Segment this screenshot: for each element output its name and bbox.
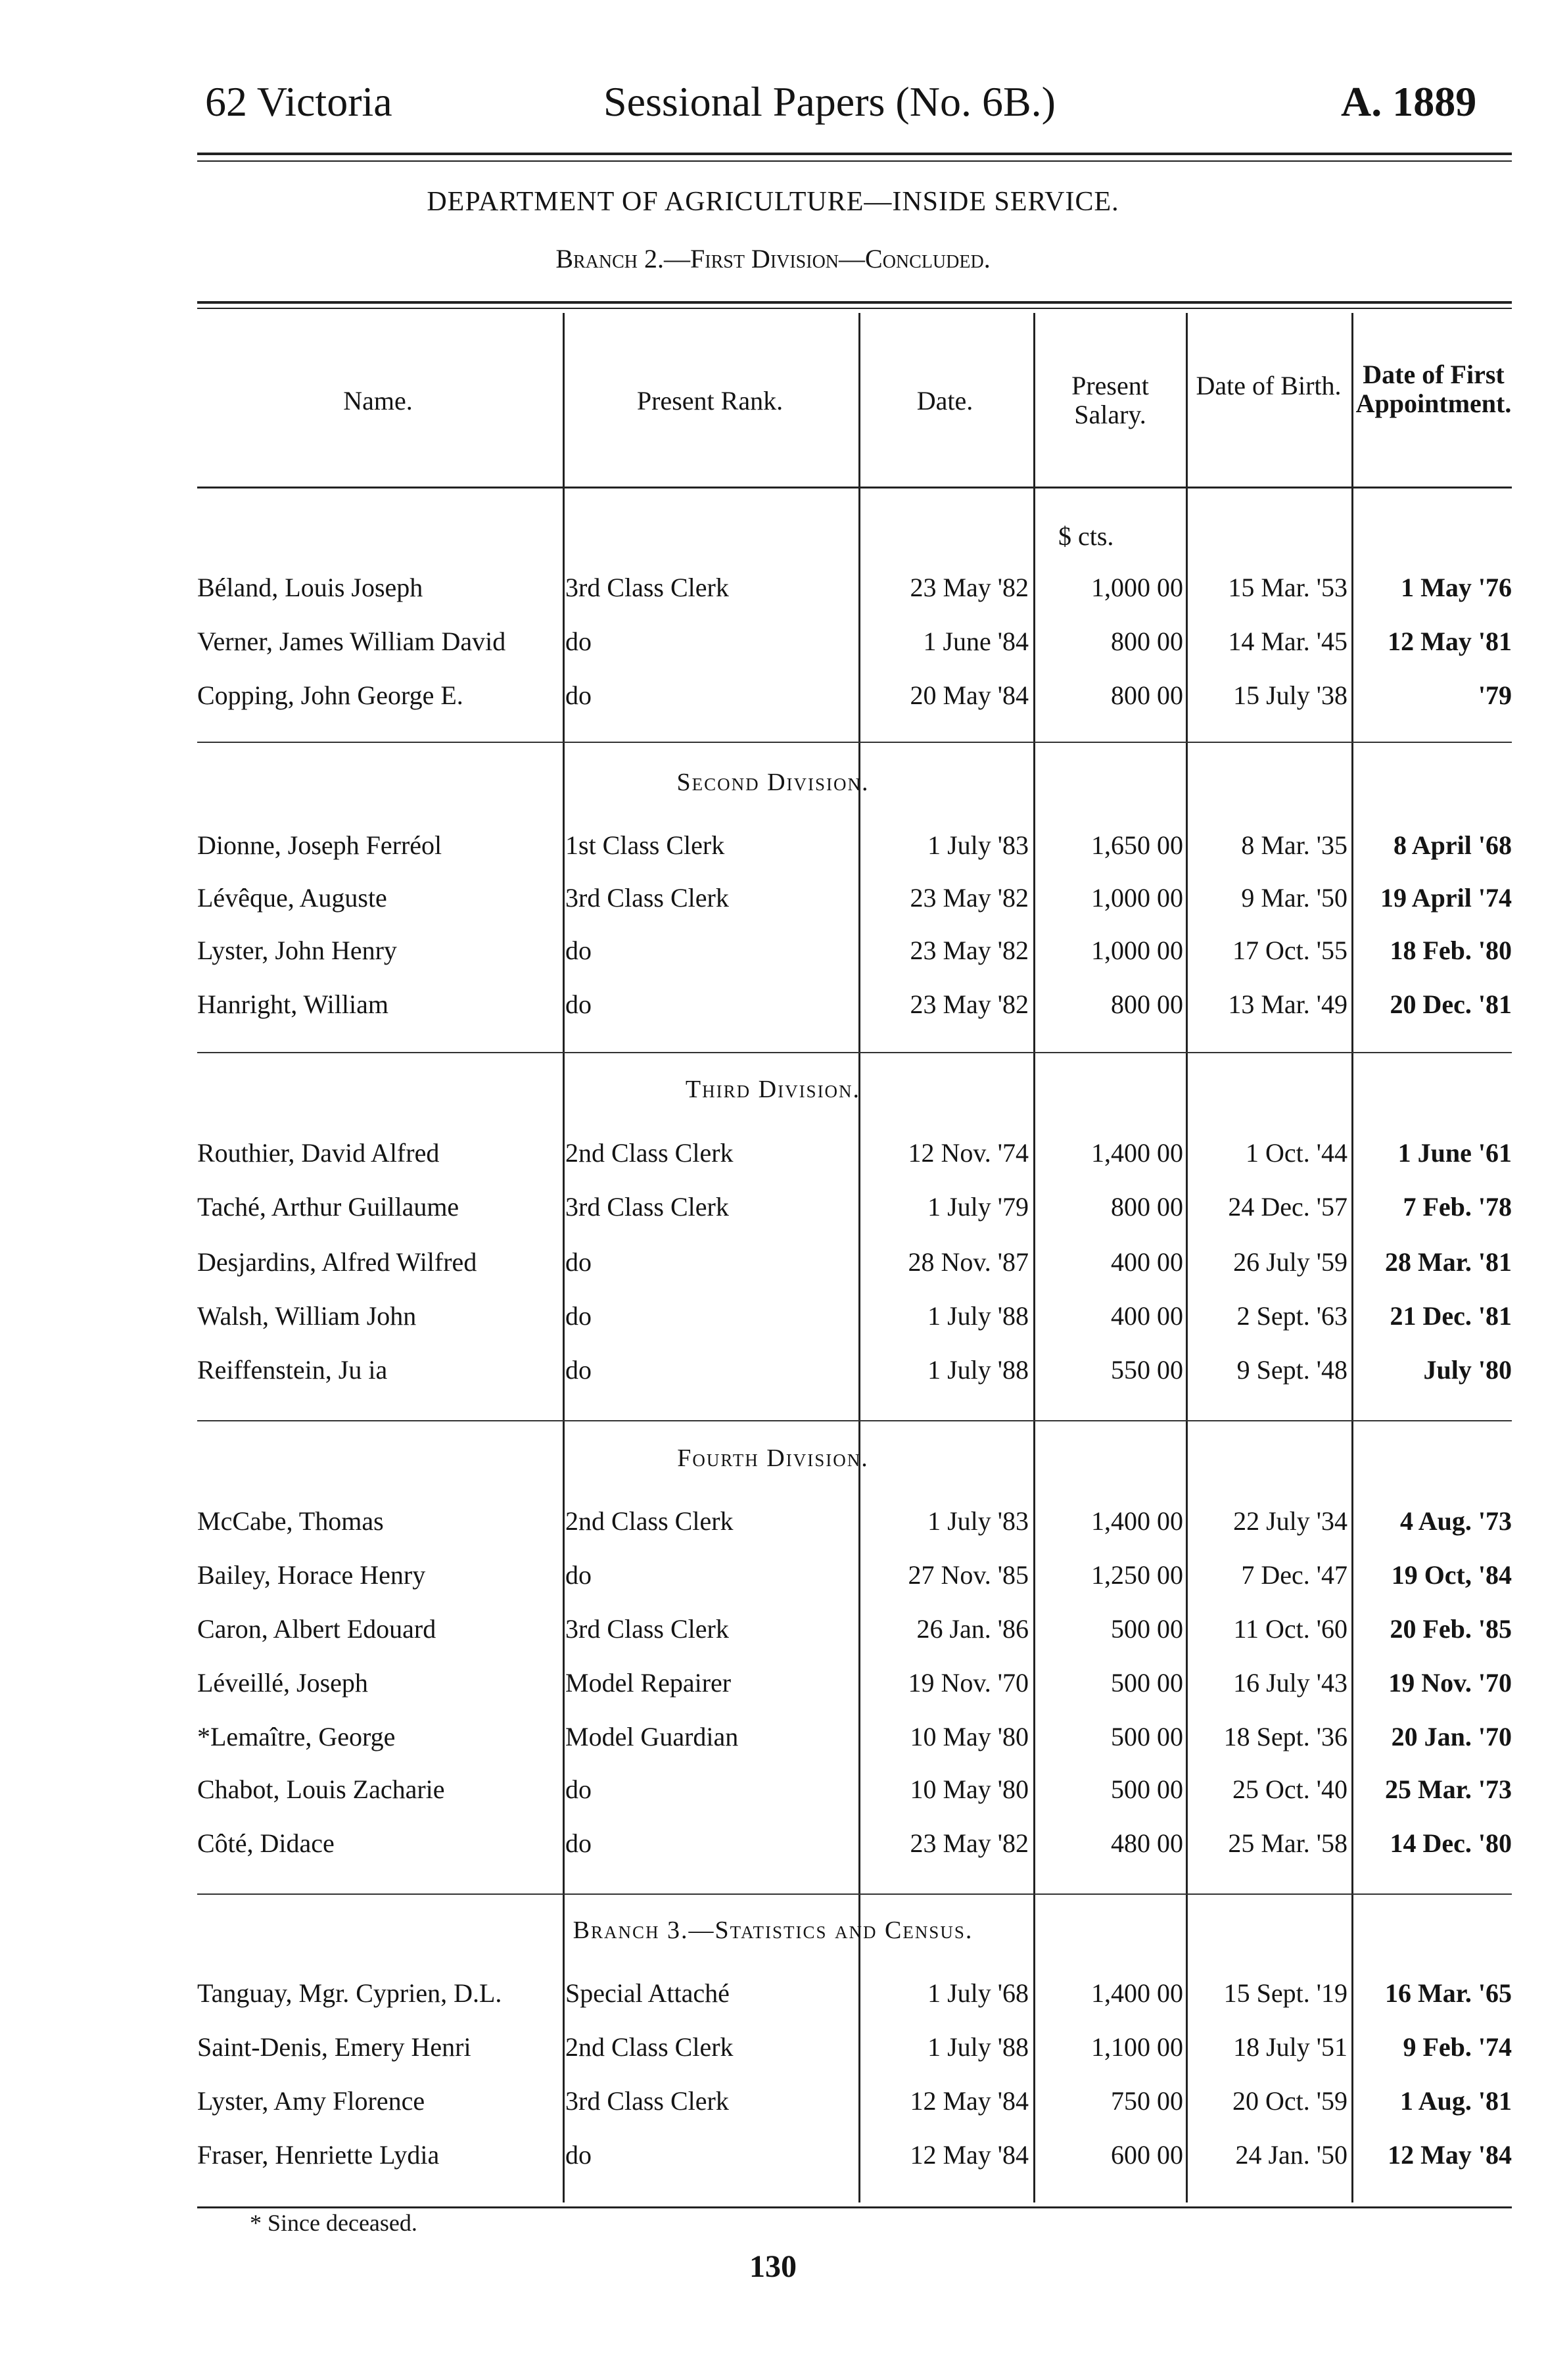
rank-date: 1 July '88 [927,1355,1029,1385]
first-appointment-date: 4 Aug. '73 [1399,1506,1512,1536]
rank-date: 10 May '80 [910,1774,1029,1804]
page-header [0,0,1546,171]
col-header-first: Date of First Appointment. [1355,360,1512,418]
present-salary: 1,400 00 [1091,1978,1183,2008]
birth-date: 7 Dec. '47 [1241,1560,1347,1590]
birth-date: 9 Sept. '48 [1236,1355,1347,1385]
first-appointment-date: 12 May '84 [1388,2140,1512,2170]
present-rank: 2nd Class Clerk [565,1506,734,1536]
first-appointment-date: 1 June '61 [1397,1138,1512,1168]
table-row [197,935,1512,974]
present-salary: 800 00 [1111,1192,1183,1222]
present-salary: 400 00 [1111,1301,1183,1331]
employee-name: Caron, Albert Edouard [197,1614,436,1644]
rank-date: 28 Nov. '87 [908,1247,1029,1277]
present-salary: 400 00 [1111,1247,1183,1277]
rank-date: 1 June '84 [923,627,1029,656]
department-title: DEPARTMENT OF AGRICULTURE—INSIDE SERVICE. [427,187,1119,217]
employee-name: Bailey, Horace Henry [197,1560,426,1590]
employee-name: Walsh, William John [197,1301,417,1331]
header-rule [197,153,1512,162]
first-appointment-date: 14 Dec. '80 [1390,1828,1512,1858]
birth-date: 24 Jan. '50 [1235,2140,1347,2170]
first-appointment-date: 20 Feb. '85 [1390,1614,1512,1644]
birth-date: 13 Mar. '49 [1228,989,1347,1019]
birth-date: 18 July '51 [1233,2032,1347,2062]
present-rank: do [565,2140,592,2170]
present-salary: 1,000 00 [1091,936,1183,965]
employee-name: Taché, Arthur Guillaume [197,1192,459,1222]
header-left: 62 Victoria [205,78,392,125]
first-appointment-date: 19 April '74 [1380,883,1512,913]
table-row [197,1247,1512,1286]
section-rule [197,742,1512,743]
header-center: Sessional Papers (No. 6B.) [603,78,1056,125]
section-rule [197,1893,1512,1895]
section-title: Third Division. [685,1076,861,1103]
present-rank: 3rd Class Clerk [565,883,729,913]
present-salary: 1,100 00 [1091,2032,1183,2062]
first-appointment-date: 21 Dec. '81 [1390,1301,1512,1331]
birth-date: 26 July '59 [1233,1247,1347,1277]
present-salary: 1,250 00 [1091,1560,1183,1590]
rank-date: 23 May '82 [910,936,1029,965]
table-row [197,1721,1512,1761]
employee-name: *Lemaître, George [197,1722,396,1751]
present-salary: 750 00 [1111,2086,1183,2116]
present-salary: 500 00 [1111,1722,1183,1751]
employee-name: Lyster, Amy Florence [197,2086,425,2116]
table-row [197,1667,1512,1707]
first-appointment-date: 9 Feb. '74 [1403,2032,1512,2062]
birth-date: 24 Dec. '57 [1228,1192,1347,1222]
rank-date: 1 July '83 [927,830,1029,860]
table-row [197,2139,1512,2179]
birth-date: 17 Oct. '55 [1232,936,1347,965]
birth-date: 8 Mar. '35 [1241,830,1347,860]
present-rank: 2nd Class Clerk [565,2032,734,2062]
first-appointment-date: 1 May '76 [1401,573,1512,602]
birth-date: 20 Oct. '59 [1232,2086,1347,2116]
employee-name: Béland, Louis Joseph [197,573,423,602]
section-title: Second Division. [676,769,870,796]
birth-date: 16 July '43 [1233,1668,1347,1698]
birth-date: 18 Sept. '36 [1223,1722,1347,1751]
table-row [197,1978,1512,2017]
rank-date: 1 July '79 [927,1192,1029,1222]
employee-name: Hanright, William [197,989,388,1019]
table-row [197,626,1512,665]
table-row [197,1559,1512,1599]
present-rank: do [565,1774,592,1804]
first-appointment-date: 28 Mar. '81 [1385,1247,1512,1277]
rank-date: 10 May '80 [910,1722,1029,1751]
col-header-salary: Present Salary. [1071,371,1149,429]
table-row [197,1774,1512,1813]
rank-date: 1 July '68 [927,1978,1029,2008]
present-salary: 800 00 [1111,680,1183,710]
present-rank: do [565,1560,592,1590]
rank-date: 12 Nov. '74 [908,1138,1029,1168]
table-row [197,2085,1512,2125]
present-salary: 1,000 00 [1091,573,1183,602]
rank-date: 1 July '83 [927,1506,1029,1536]
col-header-date: Date. [916,386,973,416]
birth-date: 11 Oct. '60 [1233,1614,1347,1644]
first-appointment-date: 1 Aug. '81 [1399,2086,1512,2116]
employee-name: McCabe, Thomas [197,1506,384,1536]
table-row [197,1828,1512,1867]
birth-date: 1 Oct. '44 [1246,1138,1347,1168]
employee-name: Léveillé, Joseph [197,1668,368,1698]
present-rank: 3rd Class Clerk [565,1192,729,1222]
header-bottom-rule [197,487,1512,488]
section-title: Branch 3.—Statistics and Census. [573,1916,973,1944]
present-rank: do [565,1828,592,1858]
table-row [197,989,1512,1028]
col-header-name: Name. [343,386,413,416]
first-appointment-date: 8 April '68 [1393,830,1512,860]
rank-date: 1 July '88 [927,2032,1029,2062]
page-number: 130 [749,2249,797,2284]
employee-name: Chabot, Louis Zacharie [197,1774,445,1804]
birth-date: 2 Sept. '63 [1236,1301,1347,1331]
first-appointment-date: 18 Feb. '80 [1390,936,1512,965]
first-appointment-date: 7 Feb. '78 [1403,1192,1512,1222]
present-salary: 600 00 [1111,2140,1183,2170]
first-appointment-date: July '80 [1423,1355,1512,1385]
employee-name: Tanguay, Mgr. Cyprien, D.L. [197,1978,502,2008]
present-salary: 550 00 [1111,1355,1183,1385]
rank-date: 12 May '84 [910,2086,1029,2116]
birth-date: 14 Mar. '45 [1228,627,1347,656]
birth-date: 9 Mar. '50 [1241,883,1347,913]
header-right: A. 1889 [1341,78,1477,125]
table-row [197,1506,1512,1545]
present-rank: do [565,1247,592,1277]
employee-name: Verner, James William David [197,627,506,656]
present-rank: 3rd Class Clerk [565,1614,729,1644]
employee-name: Dionne, Joseph Ferréol [197,830,442,860]
present-salary: 500 00 [1111,1774,1183,1804]
present-salary: 1,000 00 [1091,883,1183,913]
present-rank: 3rd Class Clerk [565,573,729,602]
present-rank: do [565,936,592,965]
table-top-rule [197,301,1512,309]
first-appointment-date: 19 Nov. '70 [1388,1668,1512,1698]
salary-units: $ cts. [1058,521,1114,551]
employee-name: Lyster, John Henry [197,936,397,965]
birth-date: 22 July '34 [1233,1506,1347,1536]
table-row [197,1354,1512,1394]
rank-date: 20 May '84 [910,680,1029,710]
rank-date: 27 Nov. '85 [908,1560,1029,1590]
present-salary: 1,400 00 [1091,1138,1183,1168]
present-salary: 1,650 00 [1091,830,1183,860]
employee-name: Routhier, David Alfred [197,1138,440,1168]
table-row [197,830,1512,869]
employee-name: Desjardins, Alfred Wilfred [197,1247,477,1277]
first-appointment-date: 19 Oct, '84 [1391,1560,1512,1590]
col-header-birth: Date of Birth. [1196,371,1342,400]
first-appointment-date: 20 Dec. '81 [1390,989,1512,1019]
footnote: * Since deceased. [250,2210,417,2236]
present-rank: 3rd Class Clerk [565,2086,729,2116]
employee-name: Reiffenstein, Ju ia [197,1355,388,1385]
table-bottom-rule [197,2206,1512,2208]
table-row [197,680,1512,719]
table-row [197,2032,1512,2071]
rank-date: 23 May '82 [910,883,1029,913]
rank-date: 23 May '82 [910,1828,1029,1858]
present-salary: 500 00 [1111,1668,1183,1698]
section-title: Fourth Division. [677,1444,869,1472]
rank-date: 1 July '88 [927,1301,1029,1331]
table-row [197,1300,1512,1340]
first-appointment-date: 20 Jan. '70 [1391,1722,1512,1751]
section-rule [197,1420,1512,1421]
present-rank: Model Repairer [565,1668,732,1698]
first-appointment-date: 16 Mar. '65 [1385,1978,1512,2008]
present-salary: 800 00 [1111,627,1183,656]
section-rule [197,1052,1512,1053]
rank-date: 26 Jan. '86 [916,1614,1029,1644]
present-salary: 800 00 [1111,989,1183,1019]
table-row [197,1137,1512,1177]
employee-name: Côté, Didace [197,1828,335,1858]
rank-date: 12 May '84 [910,2140,1029,2170]
branch-title: Branch 2.—First Division—Concluded. [555,244,991,274]
present-salary: 1,400 00 [1091,1506,1183,1536]
present-rank: do [565,680,592,710]
table-row [197,1613,1512,1653]
present-rank: do [565,1301,592,1331]
birth-date: 15 Mar. '53 [1228,573,1347,602]
present-rank: Special Attaché [565,1978,730,2008]
table-row [197,1191,1512,1231]
rank-date: 23 May '82 [910,989,1029,1019]
employee-name: Lévêque, Auguste [197,883,387,913]
first-appointment-date: 12 May '81 [1388,627,1512,656]
present-rank: do [565,1355,592,1385]
rank-date: 19 Nov. '70 [908,1668,1029,1698]
present-rank: 1st Class Clerk [565,830,725,860]
present-salary: 480 00 [1111,1828,1183,1858]
table-row [197,882,1512,922]
present-rank: 2nd Class Clerk [565,1138,734,1168]
present-rank: do [565,627,592,656]
employee-name: Saint-Denis, Emery Henri [197,2032,471,2062]
first-appointment-date: '79 [1478,680,1512,710]
present-rank: do [565,989,592,1019]
table-row [197,572,1512,611]
employee-name: Copping, John George E. [197,680,463,710]
present-salary: 500 00 [1111,1614,1183,1644]
birth-date: 15 July '38 [1233,680,1347,710]
birth-date: 25 Mar. '58 [1228,1828,1347,1858]
birth-date: 15 Sept. '19 [1223,1978,1347,2008]
employee-name: Fraser, Henriette Lydia [197,2140,440,2170]
birth-date: 25 Oct. '40 [1232,1774,1347,1804]
present-rank: Model Guardian [565,1722,739,1751]
first-appointment-date: 25 Mar. '73 [1385,1774,1512,1804]
rank-date: 23 May '82 [910,573,1029,602]
col-header-rank: Present Rank. [636,386,784,416]
